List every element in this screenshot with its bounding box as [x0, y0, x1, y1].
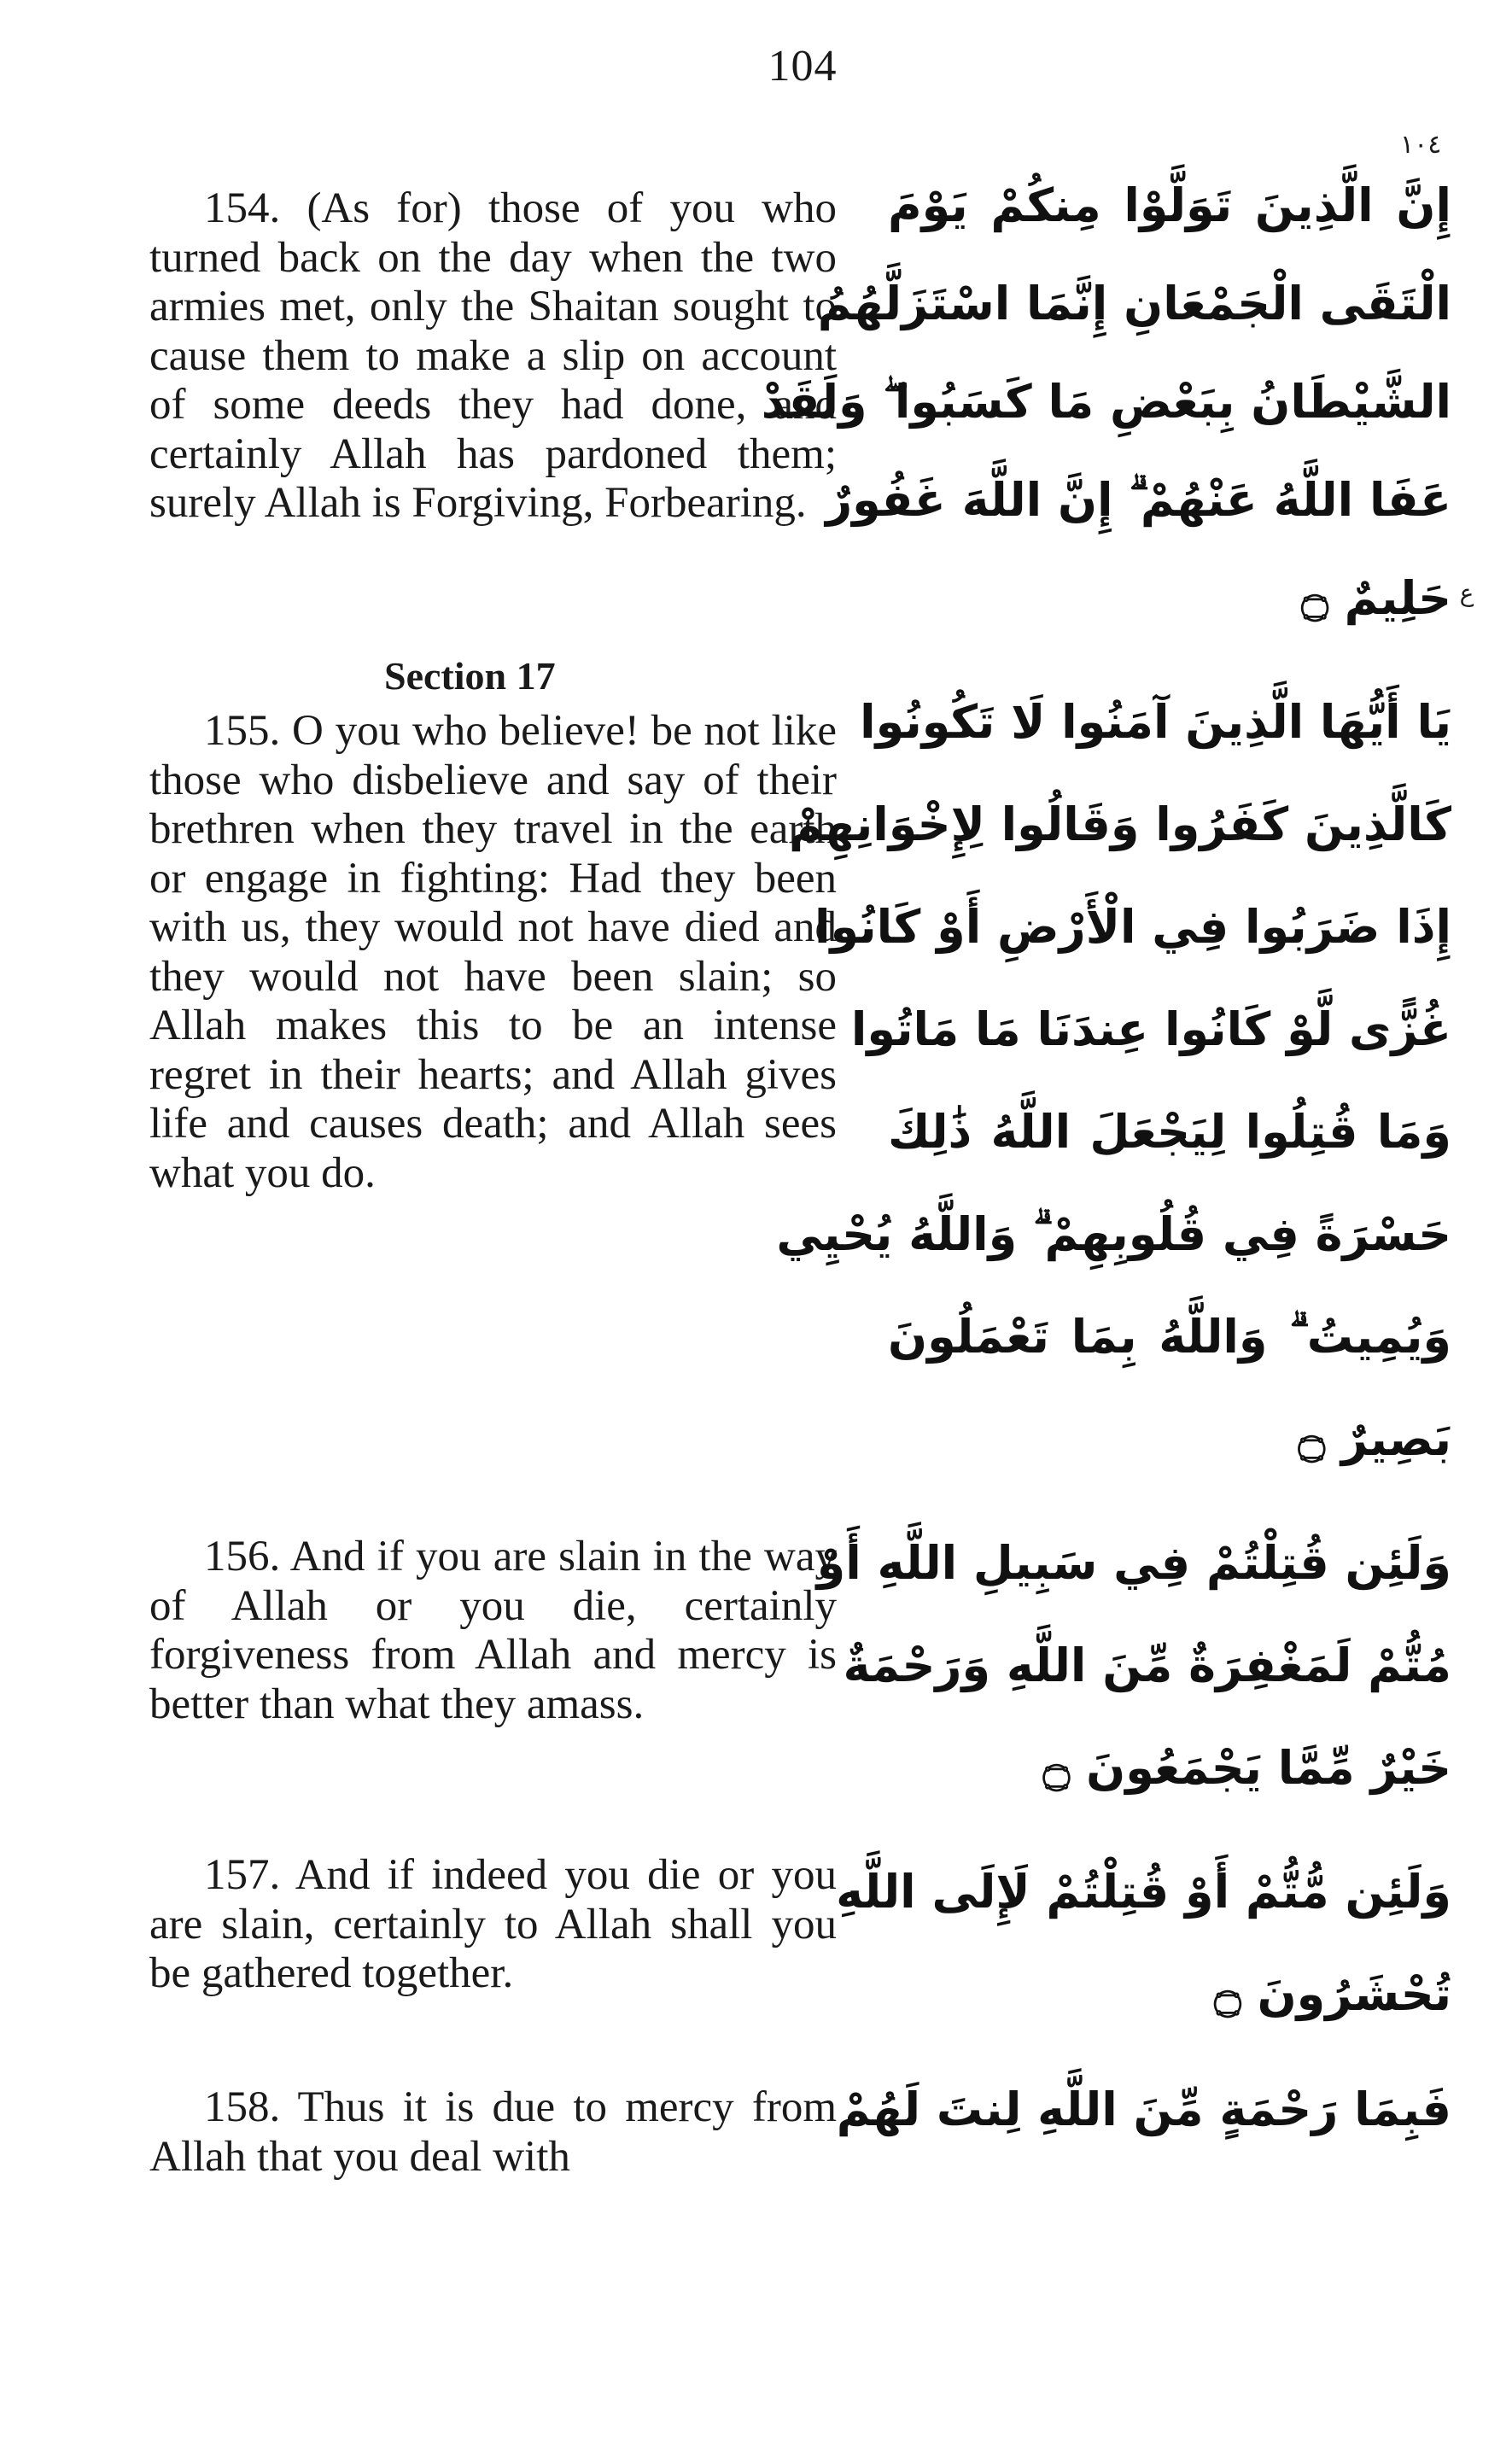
- arabic-line: إِنَّ الَّذِينَ تَوَلَّوْا مِنكُمْ يَوْمَ: [888, 178, 1451, 232]
- arabic-line: الشَّيْطَانُ بِبَعْضِ مَا كَسَبُوا ۖ وَلَقَدْ: [761, 375, 1451, 429]
- arabic-line: خَيْرٌ مِّمَّا يَجْمَعُونَ ۝: [1042, 1741, 1451, 1795]
- verse-156: 156. And if you are slain in the way of Allah or you die, certainly forgiveness from Allah and mercy is better than what they amass.: [149, 1533, 837, 1728]
- verse-157: 157. And if indeed you die or you are slain, certainly to Allah shall you be gathered together.: [149, 1851, 837, 1997]
- arabic-line: كَالَّذِينَ كَفَرُوا وَقَالُوا لِإِخْوَانِهِمْ: [789, 797, 1451, 851]
- arabic-line: حَسْرَةً فِي قُلُوبِهِمْ ۗ وَاللَّهُ يُحْيِي: [776, 1207, 1451, 1261]
- verse-158: 158. Thus it is due to mercy from Allah that you deal with: [149, 2083, 837, 2181]
- page-number: 104: [768, 42, 838, 91]
- verse-154: 154. (As for) those of you who turned back on the day when the two armies met, only the Shaitan sought to cause them to make a slip on account of some deeds they had done, and certainly Allah has pardoned them; surely Allah is Forgiving, Forbearing.: [149, 184, 837, 527]
- arabic-line: إِذَا ضَرَبُوا فِي الْأَرْضِ أَوْ كَانُوا: [814, 900, 1451, 954]
- arabic-line: فَبِمَا رَحْمَةٍ مِّنَ اللَّهِ لِنتَ لَهُمْ: [836, 2083, 1451, 2136]
- arabic-line: عَفَا اللَّهُ عَنْهُمْ ۗ إِنَّ اللَّهَ غَفُورٌ: [826, 473, 1451, 527]
- arabic-page-number: ١٠٤: [1400, 130, 1442, 160]
- arabic-line: بَصِيرٌ ۝: [1298, 1412, 1451, 1466]
- verse-155: 155. O you who believe! be not like those who disbelieve and say of their brethren when they travel in the earth or engage in fighting: Had they been with us, they would not have died and they would not have been slain; so Allah makes this to be an intense regret in their hearts; and Allah gives life and causes death; and Allah sees what you do.: [149, 707, 837, 1197]
- arabic-line: غُزًّى لَّوْ كَانُوا عِندَنَا مَا مَاتُوا: [850, 1002, 1451, 1056]
- ruku-margin-marker: ع: [1459, 579, 1474, 607]
- arabic-line: وَلَئِن مُّتُّمْ أَوْ قُتِلْتُمْ لَإِلَى اللَّهِ: [836, 1865, 1451, 1919]
- section-heading: Section 17: [384, 654, 556, 698]
- arabic-line: وَلَئِن قُتِلْتُمْ فِي سَبِيلِ اللَّهِ أَوْ: [816, 1536, 1451, 1590]
- arabic-line: تُحْشَرُونَ ۝: [1214, 1967, 1451, 2021]
- arabic-line: وَيُمِيتُ ۗ وَاللَّهُ بِمَا تَعْمَلُونَ: [888, 1310, 1451, 1364]
- arabic-line: حَلِيمٌ ۝: [1301, 571, 1451, 625]
- arabic-line: وَمَا قُتِلُوا لِيَجْعَلَ اللَّهُ ذَٰلِكَ: [888, 1105, 1451, 1159]
- arabic-line: يَا أَيُّهَا الَّذِينَ آمَنُوا لَا تَكُونُوا: [860, 695, 1451, 749]
- arabic-line: الْتَقَى الْجَمْعَانِ إِنَّمَا اسْتَزَلَّهُمُ: [817, 277, 1451, 330]
- arabic-line: مُتُّمْ لَمَغْفِرَةٌ مِّنَ اللَّهِ وَرَحْمَةٌ: [843, 1639, 1451, 1692]
